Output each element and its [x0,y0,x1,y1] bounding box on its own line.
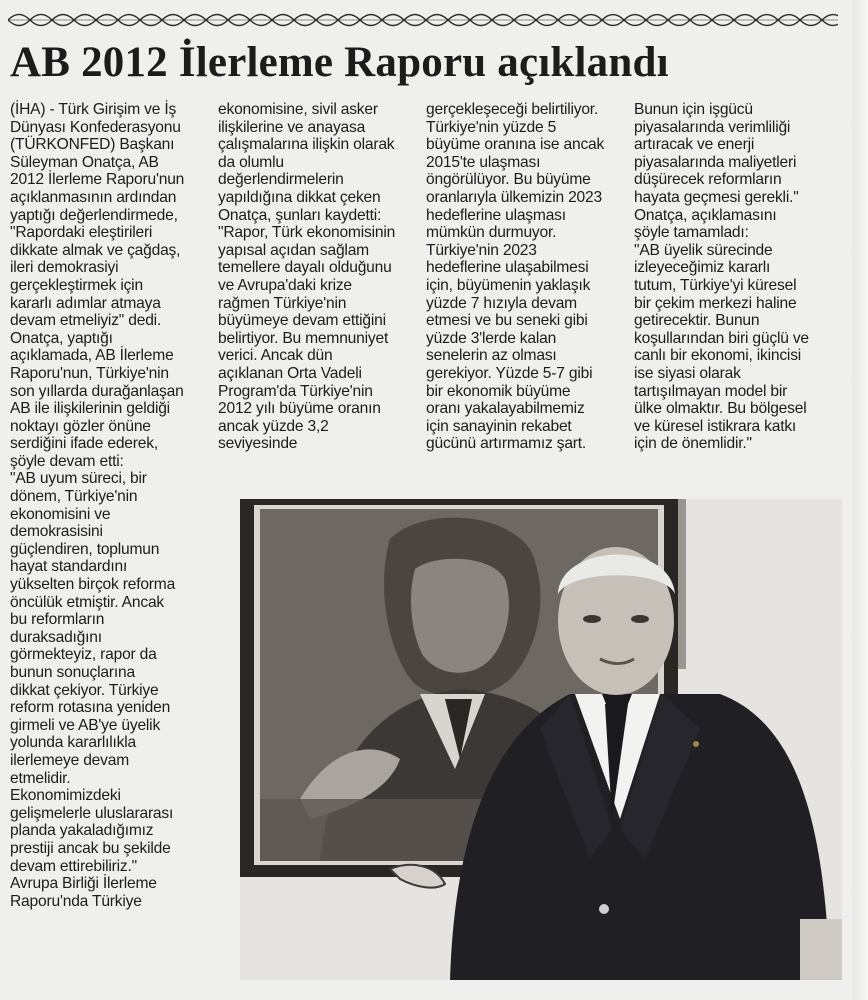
article-line: ekonomisine, sivil asker [218,101,378,118]
article-line: Türkiye'nin yüzde 5 [426,118,557,136]
article-line: 2012 yılı büyüme oranın [218,400,381,418]
article-line: öngörülüyor. Bu büyüme [426,171,591,189]
article-line: (TÜRKONFED) Başkanı [10,136,175,154]
article-line: piyasalarında maliyetleri [634,153,797,171]
article-line: dönem, Türkiye'nin [10,488,138,506]
article-column-4 [634,101,852,453]
article-line: da olumlu [218,153,284,171]
article-line: dikkat çekiyor. Türkiye [10,681,159,699]
article-line: dikkate almak ve çağdaş, [10,241,181,259]
article-line: açıklanmasının ardından [10,188,177,206]
article-line: ekonomisini ve [10,505,111,523]
article-line: açıklanan Orta Vadeli [218,364,362,382]
article-line: Program'da Türkiye'nin [218,382,373,400]
article-line: güçlendiren, toplumun [10,540,160,558]
article-line: bu reformların [10,611,105,629]
article-line: izleyeceğimiz kararlı [634,259,771,277]
article-line: gücünü artırmamız şart. [426,435,587,453]
article-line: Ekonomimizdeki [10,787,121,805]
article-line: AB ile ilişkilerinin geldiği [10,400,170,418]
article-line: için sanayinin rekabet [426,417,572,435]
article-line: devam etmeliyiz" dedi. [10,312,162,330]
article-line: ve Avrupa'daki krize [218,276,352,294]
article-line: hedeflerine ulaşabilmesi [426,259,589,277]
article-line: değerlendirmelerin [218,171,344,189]
page-edge [852,0,868,1000]
article-line: ilişkilerine ve anayasa [218,118,366,136]
article-line: ilerlemeye devam [10,751,129,769]
article-line: oranı yakalayabilmemiz [426,400,585,418]
article-line: ileri demokrasiyi [10,259,119,277]
article-line: noktayı gözler önüne [10,417,151,435]
article-line: Bunun için işgücü [634,101,753,118]
article-line: (İHA) - Türk Girişim ve İş [10,101,177,118]
article-line: Onatça, açıklamasını [634,206,777,224]
article-line: belirtiyor. Bu memnuniyet [218,329,389,347]
article-line: etmelidir. [10,769,71,787]
article-column-3 [426,101,631,453]
article-line: Türkiye'nin 2023 [426,241,537,259]
article-line: temellere dayalı olduğunu [218,259,392,277]
article-line: Onatça, yaptığı [10,329,113,347]
article-headline: AB 2012 İlerleme Raporu açıklandı [10,39,669,86]
article-line: ise siyasi olarak [634,364,741,382]
article-line: tutum, Türkiye'yi küresel [634,276,797,294]
article-line: bir ekonomik büyüme [426,382,571,400]
article-line: Dünyası Konfederasyonu [10,118,181,136]
article-line: yaptığı değerlendirmede, [10,206,178,224]
article-line: getirecektir. Bunun [634,312,760,330]
article-line: bunun sonuçlarına [10,664,135,681]
article-line: koşullarından biri güçlü ve [634,329,809,347]
article-line: Raporu'nun, Türkiye'nin [10,364,169,382]
article-line: yapıldığına dikkat çeken [218,188,381,206]
article-line: açıklamada, AB İlerleme [10,347,174,365]
article-line: serdiğini ifade ederek, [10,435,158,453]
article-column-1 [10,101,215,910]
article-line: Raporu'nda Türkiye [10,892,142,910]
article-line: 2015'te ulaşması [426,153,541,171]
article-line: ve küresel istikrara katkı [634,417,797,435]
article-line: mümkün durmuyor. [426,224,557,242]
article-line: piyasalarında verimliliği [634,118,791,136]
article-line: son yıllarda durağanlaşan [10,382,184,400]
article-line: şöyle tamamladı: [634,224,749,242]
article-line: için, büyümenin yaklaşık [426,276,591,294]
article-line: yüzde 7 hızıyla devam [426,294,577,312]
article-line: 2012 İlerleme Raporu'nun [10,171,185,189]
article-line: Onatça, şunları kaydetti: [218,206,382,224]
article-line: hedeflerine ulaşması [426,206,566,224]
article-line: yolunda kararlılıkla [10,734,137,752]
article-line: "AB uyum süreci, bir [10,470,147,488]
article-line: canlı bir ekonomi, ikincisi [634,347,802,365]
article-line: "Rapordaki eleştirileri [10,224,153,242]
article-line: girmeli ve AB'ye üyelik [10,716,161,734]
article-line: kararlı adımlar atmaya [10,294,161,312]
article-line: hayata geçmesi gerekli." [634,188,799,206]
article-line: prestiji ancak bu şekilde [10,839,171,857]
article-line: yüzde 3'lerde kalan [426,329,557,347]
article-line: şöyle devam etti: [10,452,124,470]
article-line: reform rotasına yeniden [10,699,171,717]
article-column-2 [218,101,423,453]
article-line: gerçekleştirmek için [10,276,143,294]
article-line: seviyesinde [218,435,298,453]
article-line: düşürecek reformların [634,171,782,189]
article-line: öncülük etmiştir. Ancak [10,593,165,611]
article-line: demokrasisini [10,523,103,541]
article-line: için de önemlidir." [634,435,752,453]
wavy-chain-ornament-icon [8,8,838,32]
article-line: gerçekleşeceği belirtiliyor. [426,101,599,118]
article-line: hayat standardını [10,558,128,576]
article-line: duraksadığını [10,628,102,646]
article-line: etmesi ve bu seneki gibi [426,312,588,330]
article-line: görmekteyiz, rapor da [10,646,157,664]
article-line: ancak yüzde 3,2 [218,417,329,435]
article-line: senelerin az olması [426,347,557,365]
article-photo [240,499,842,980]
article-line: tartışılmayan model bir [634,382,788,400]
article-line: gelişmelerle uluslararası [10,804,174,822]
article-line: Avrupa Birliği İlerleme [10,875,157,893]
article-line: ülke olmaktır. Bu bölgesel [634,400,807,418]
article-line: bir çekim merkezi haline [634,294,797,312]
article-line: gerekiyor. Yüzde 5-7 gibi [426,364,593,382]
article-line: "Rapor, Türk ekonomisinin [218,224,396,242]
article-line: Süleyman Onatça, AB [10,153,159,171]
article-line: verici. Ancak dün [218,347,333,365]
article-line: "AB üyelik sürecinde [634,241,773,259]
article-line: büyüme oranına ise ancak [426,136,605,154]
article-line: çalışmalarına ilişkin olarak [218,136,395,154]
article-line: devam ettirebiliriz." [10,857,137,875]
article-line: yapısal açıdan sağlam [218,241,369,259]
article-line: oranlarıyla ülkemizin 2023 [426,188,602,206]
article-line: yükselten birçok reforma [10,576,176,594]
article-line: rağmen Türkiye'nin [218,294,347,312]
article-line: büyümeye devam ettiğini [218,312,386,330]
article-line: artıracak ve enerji [634,136,755,154]
article-line: planda yakaladığımız [10,822,154,840]
